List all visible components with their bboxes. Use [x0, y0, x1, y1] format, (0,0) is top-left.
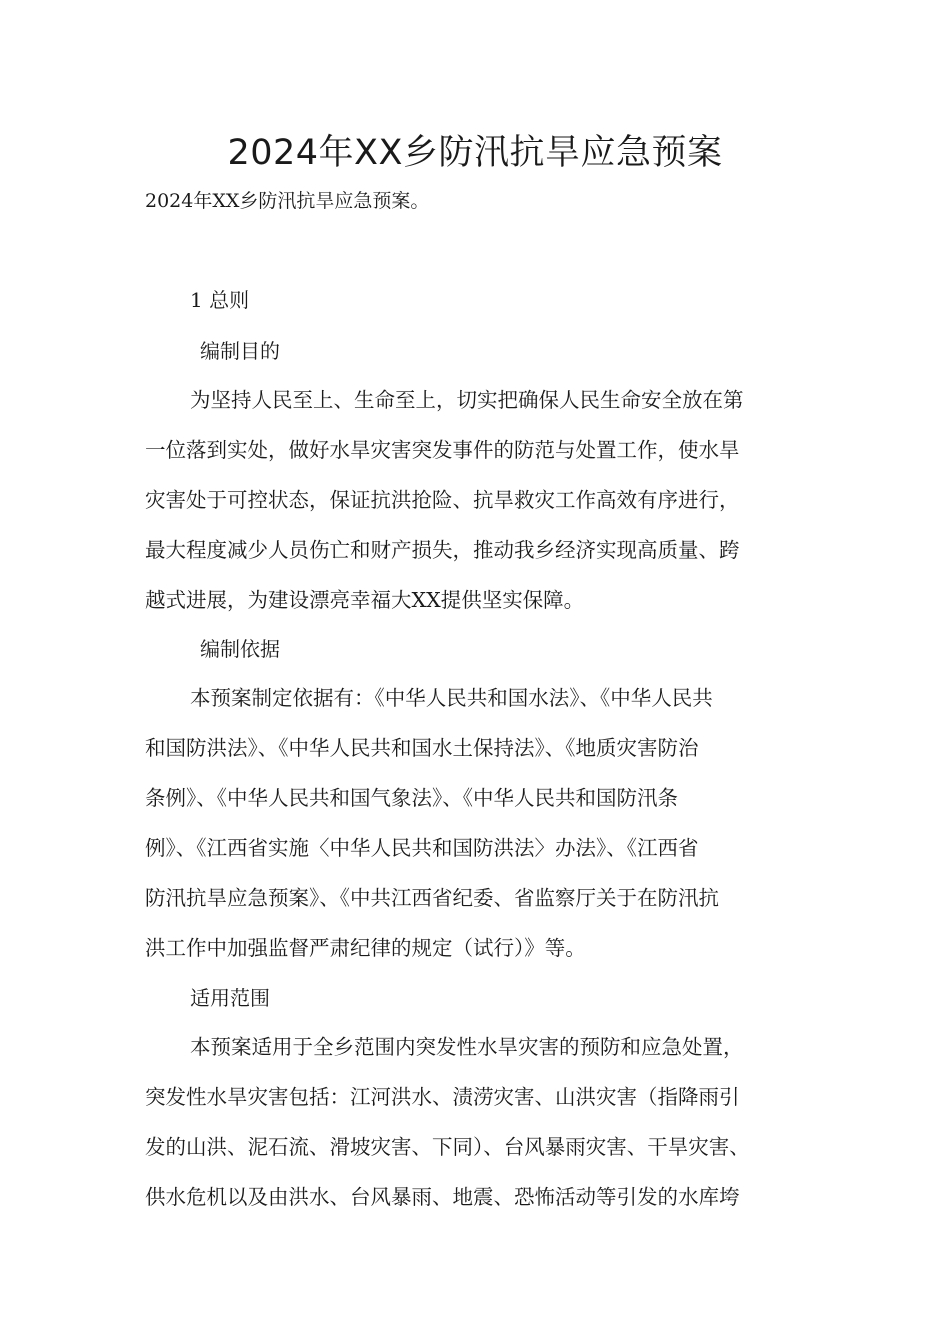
heading-basis: 编制依据: [200, 637, 280, 661]
document-subtitle: 2024年XX乡防汛抗旱应急预案。: [145, 190, 430, 212]
text-line: 本预案适用于全乡范围内突发性水旱灾害的预防和应急处置，: [190, 1035, 744, 1059]
text-line: 供水危机以及由洪水、台风暴雨、地震、恐怖活动等引发的水库垮: [145, 1185, 740, 1209]
paragraph-purpose: [145, 375, 825, 625]
text-line: 洪工作中加强监督严肃纪律的规定（试行）》等。: [145, 936, 586, 960]
text-line: 条例》、《中华人民共和国气象法》、《中华人民共和国防汛条: [145, 786, 678, 810]
text-line: 为坚持人民至上、生命至上，切实把确保人民生命安全放在第: [190, 388, 744, 412]
text-line: 防汛抗旱应急预案》、《中共江西省纪委、省监察厅关于在防汛抗: [145, 886, 719, 910]
text-line: 本预案制定依据有：《中华人民共和国水法》、《中华人民共: [190, 686, 713, 710]
text-line: 最大程度减少人员伤亡和财产损失，推动我乡经济实现高质量、跨: [145, 538, 740, 562]
section-heading-general: 1 总则: [190, 288, 250, 312]
text-line: 例》、《江西省实施〈中华人民共和国防洪法〉办法》、《江西省: [145, 836, 699, 860]
text-line: 一位落到实处，做好水旱灾害突发事件的防范与处置工作，使水旱: [145, 438, 740, 462]
text-line: 突发性水旱灾害包括：江河洪水、渍涝灾害、山洪灾害（指降雨引: [145, 1085, 740, 1109]
heading-scope: 适用范围: [190, 986, 270, 1010]
paragraph-basis: [145, 673, 825, 973]
text-line: 越式进展，为建设漂亮幸福大XX提供坚实保障。: [145, 588, 585, 612]
text-line: 和国防洪法》、《中华人民共和国水土保持法》、《地质灾害防治: [145, 736, 699, 760]
paragraph-scope: [145, 1022, 825, 1222]
text-line: 灾害处于可控状态，保证抗洪抢险、抗旱救灾工作高效有序进行，: [145, 488, 740, 512]
document-title: 2024年XX乡防汛抗旱应急预案: [227, 133, 723, 173]
text-line: 发的山洪、泥石流、滑坡灾害、下同）、台风暴雨灾害、干旱灾害、: [145, 1135, 750, 1159]
heading-purpose: 编制目的: [200, 339, 280, 363]
